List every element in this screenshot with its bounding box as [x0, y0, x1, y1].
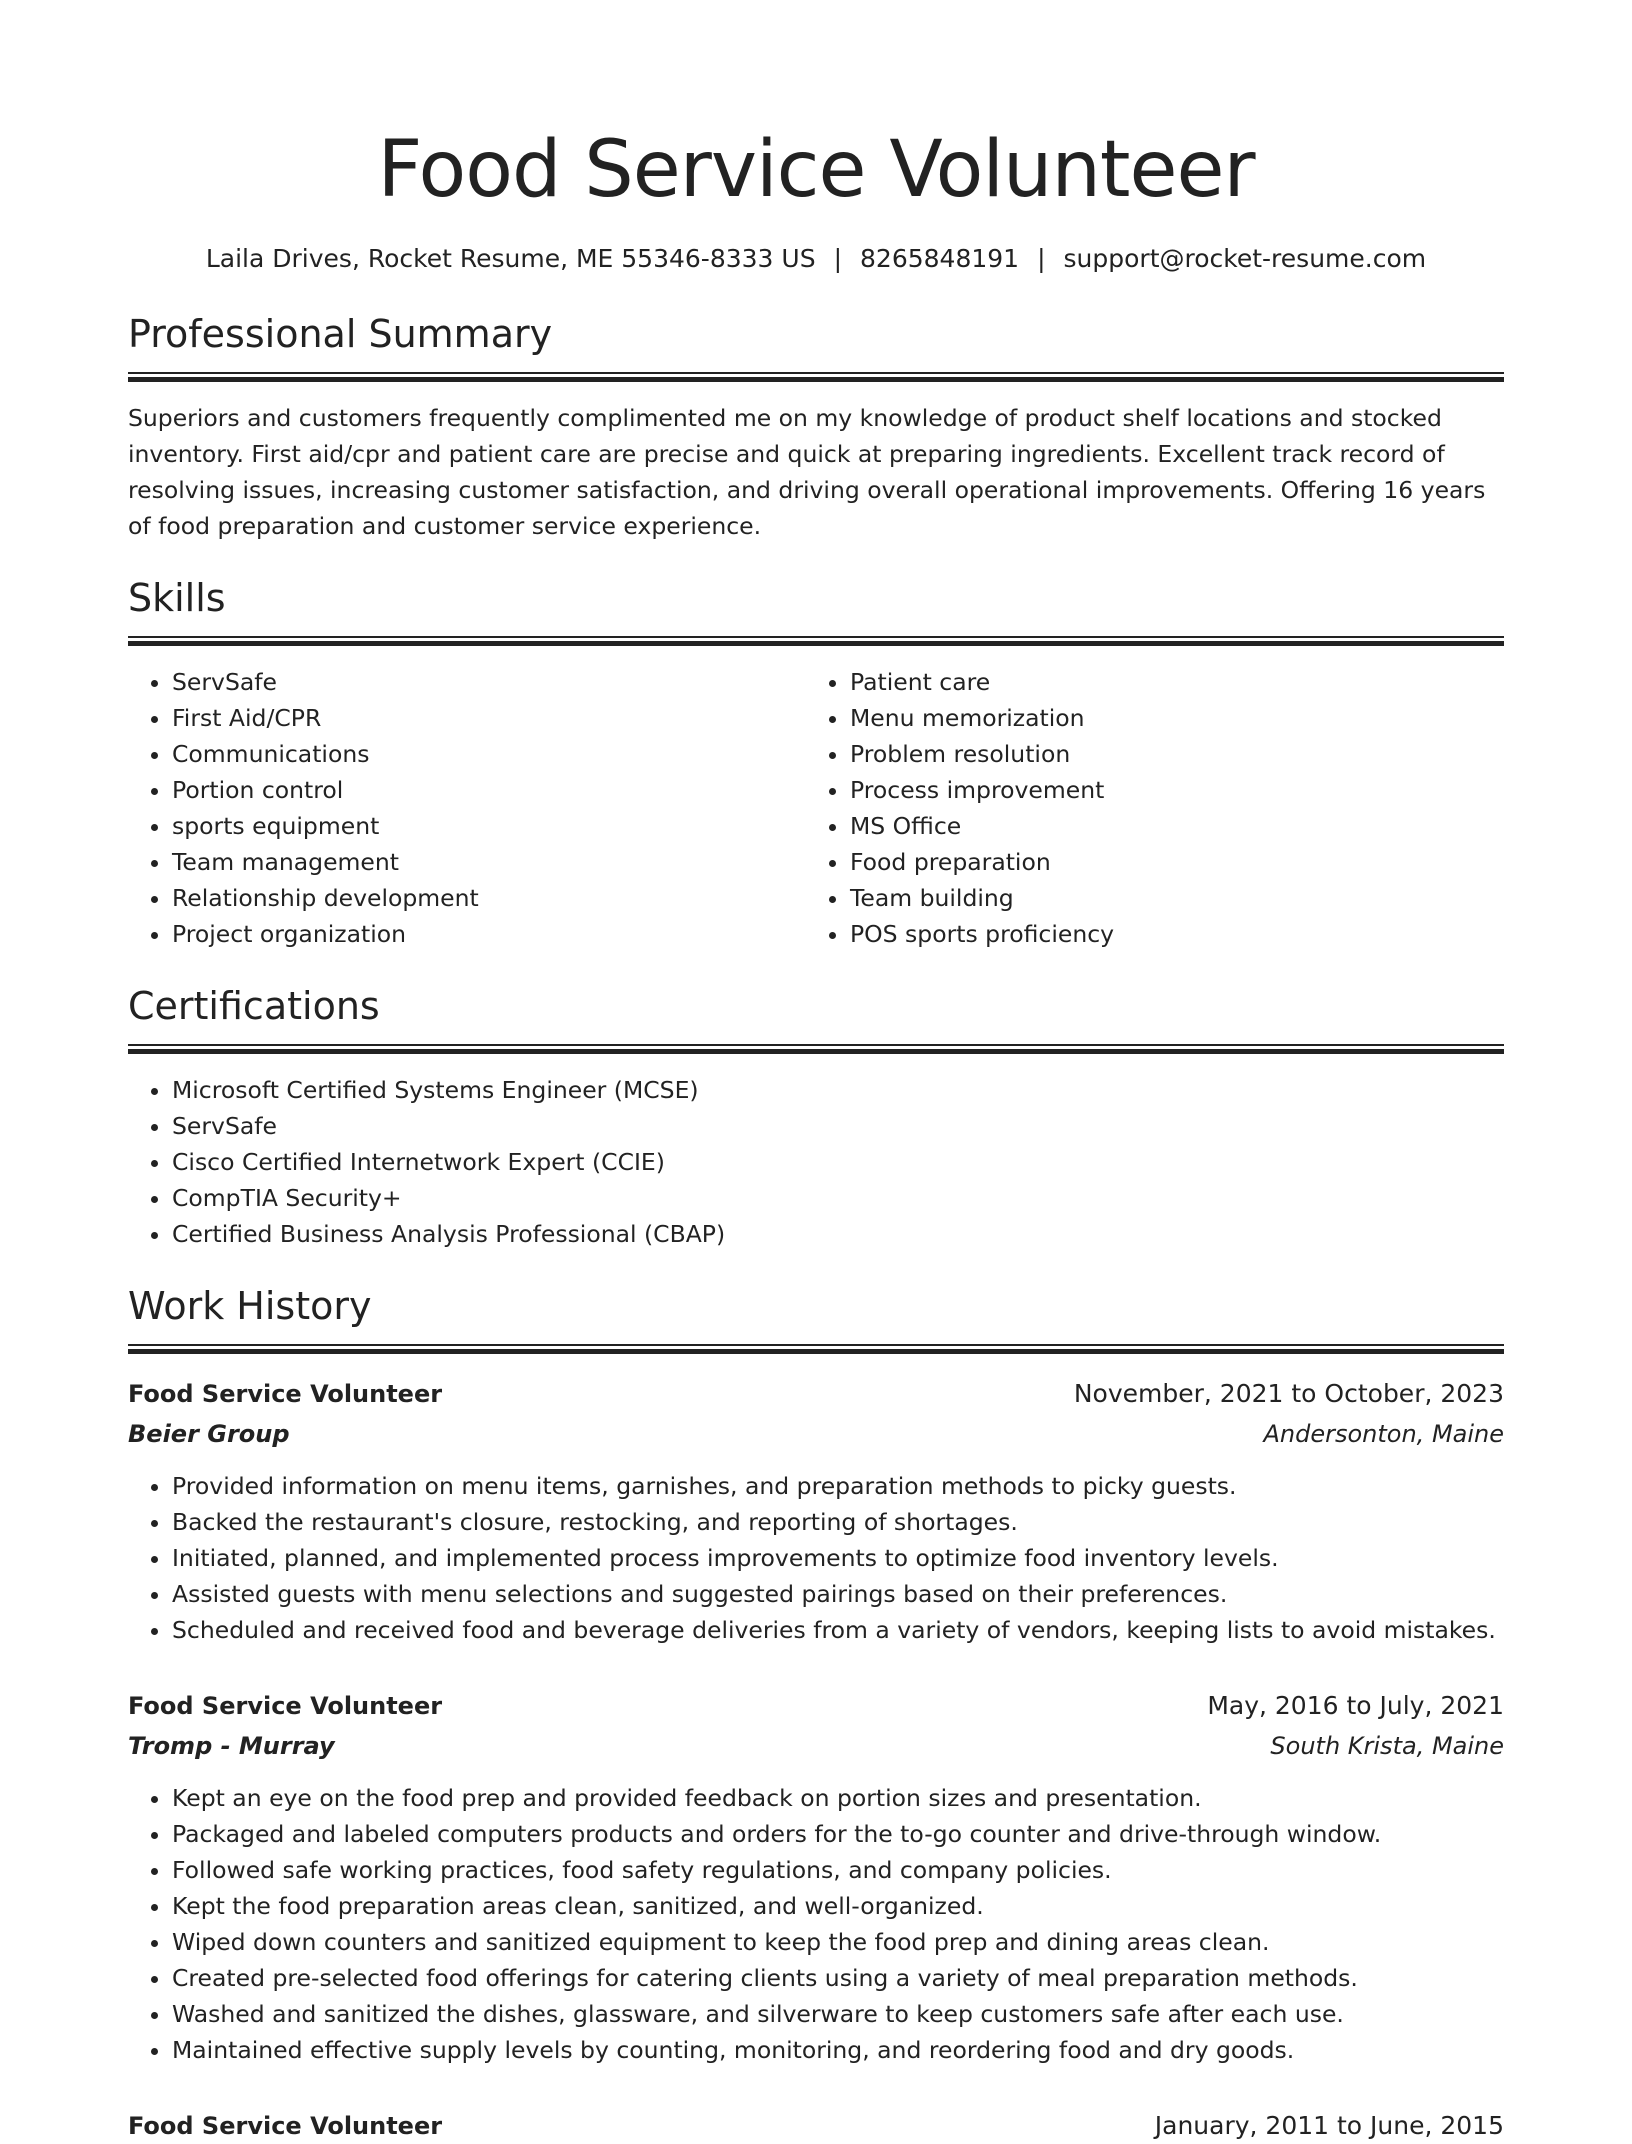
job-company: Beier Group: [128, 1420, 290, 1448]
job-duty-item: • Packaged and labeled computers products and orders for the to-go counter and drive-through window.: [172, 1816, 1504, 1852]
job-duty-item: • Washed and sanitized the dishes, glassware, and silverware to keep customers safe after each use.: [172, 1996, 1504, 2032]
job-entry: [128, 2108, 1504, 2144]
section-title-summary: Professional Summary: [128, 312, 553, 356]
contact-line: [128, 242, 1504, 276]
skill-item: • sports equipment: [172, 808, 806, 844]
summary-section: [128, 310, 1504, 544]
skill-item: • First Aid/CPR: [172, 700, 806, 736]
job-entry: [128, 1688, 1504, 2068]
skill-item: • Relationship development: [172, 880, 806, 916]
job-dates: January, 2011 to June, 2015: [1154, 2111, 1504, 2140]
skill-item: • Menu memorization: [850, 700, 1484, 736]
skill-item: • Team building: [850, 880, 1484, 916]
contact-email: support@rocket-resume.com: [1063, 244, 1427, 273]
job-duty-item: • Initiated, planned, and implemented process improvements to optimize food inventory levels.: [172, 1540, 1504, 1576]
job-header-row: [128, 2108, 1504, 2144]
job-header-row: [128, 1688, 1504, 1724]
summary-text: Superiors and customers frequently complimented me on my knowledge of product shelf locations and stocked inventory. First aid/cpr and patient care are precise and quick at preparing ingredients. Excellent track record of resolving issues, increasing customer satisfaction, and driving overall operational improvements. Offering 16 years of food preparation and customer service experience.: [128, 404, 1486, 540]
job-entry: [128, 1376, 1504, 1648]
job-dates: May, 2016 to July, 2021: [1207, 1691, 1504, 1720]
section-divider: [128, 372, 1504, 382]
job-company-row: [128, 1416, 1504, 1452]
skills-list-right: [806, 664, 1484, 952]
skill-item: • Patient care: [850, 664, 1484, 700]
certifications-section: [128, 982, 1504, 1252]
skill-item: • MS Office: [850, 808, 1484, 844]
section-divider: [128, 1044, 1504, 1054]
section-divider: [128, 636, 1504, 646]
skill-item: • Food preparation: [850, 844, 1484, 880]
skill-item: • POS sports proficiency: [850, 916, 1484, 952]
skill-item: • Process improvement: [850, 772, 1484, 808]
skill-item: • Portion control: [172, 772, 806, 808]
contact-phone: 8265848191: [860, 244, 1020, 273]
contact-separator: |: [1037, 244, 1046, 273]
job-company: Tromp - Murray: [128, 1732, 335, 1760]
certification-item: • Cisco Certified Internetwork Expert (CCIE): [172, 1144, 1504, 1180]
job-location: Andersonton, Maine: [1263, 1420, 1504, 1448]
job-duty-item: • Provided information on menu items, garnishes, and preparation methods to picky guests.: [172, 1468, 1504, 1504]
job-duty-item: • Created pre-selected food offerings for catering clients using a variety of meal preparation methods.: [172, 1960, 1504, 1996]
job-title: Food Service Volunteer: [128, 1692, 443, 1720]
job-duty-item: • Maintained effective supply levels by counting, monitoring, and reordering food and dry goods.: [172, 2032, 1504, 2068]
job-dates: November, 2021 to October, 2023: [1073, 1379, 1504, 1408]
job-duty-item: • Followed safe working practices, food safety regulations, and company policies.: [172, 1852, 1504, 1888]
section-title-certifications: Certifications: [128, 984, 380, 1028]
job-company-row: [128, 1728, 1504, 1764]
job-title: Food Service Volunteer: [128, 1380, 443, 1408]
section-title-skills: Skills: [128, 576, 226, 620]
contact-separator: |: [833, 244, 843, 273]
job-header-row: [128, 1376, 1504, 1412]
job-duty-item: • Kept the food preparation areas clean, sanitized, and well-organized.: [172, 1888, 1504, 1924]
skill-item: • Project organization: [172, 916, 806, 952]
skill-item: • Communications: [172, 736, 806, 772]
job-title: Food Service Volunteer: [128, 2112, 443, 2140]
certification-item: • Certified Business Analysis Professional (CBAP): [172, 1216, 1504, 1252]
skills-section: [128, 574, 1504, 952]
certifications-list: [128, 1072, 1504, 1252]
skill-item: • Team management: [172, 844, 806, 880]
certification-item: • CompTIA Security+: [172, 1180, 1504, 1216]
resume-page: [128, 0, 1504, 2144]
certification-item: • Microsoft Certified Systems Engineer (MCSE): [172, 1072, 1504, 1108]
job-duty-item: • Wiped down counters and sanitized equipment to keep the food prep and dining areas clean.: [172, 1924, 1504, 1960]
section-title-work-history: Work History: [128, 1284, 372, 1328]
skill-item: • Problem resolution: [850, 736, 1484, 772]
certification-item: • ServSafe: [172, 1108, 1504, 1144]
work-history-section: [128, 1282, 1504, 2144]
section-divider: [128, 1344, 1504, 1354]
job-duty-item: • Assisted guests with menu selections and suggested pairings based on their preferences.: [172, 1576, 1504, 1612]
job-duty-item: • Kept an eye on the food prep and provided feedback on portion sizes and presentation.: [172, 1780, 1504, 1816]
job-duty-item: • Scheduled and received food and beverage deliveries from a variety of vendors, keeping lists to avoid mistakes.: [172, 1612, 1504, 1648]
skills-grid: [128, 646, 1504, 952]
job-location: South Krista, Maine: [1270, 1732, 1504, 1760]
job-duties-list: [128, 1780, 1504, 2068]
resume-name: Food Service Volunteer: [377, 125, 1255, 215]
contact-address: Laila Drives, Rocket Resume, ME 55346-8333 US: [205, 244, 816, 273]
skill-item: • ServSafe: [172, 664, 806, 700]
job-duties-list: [128, 1468, 1504, 1648]
skills-list-left: [128, 664, 806, 952]
job-duty-item: • Backed the restaurant's closure, restocking, and reporting of shortages.: [172, 1504, 1504, 1540]
